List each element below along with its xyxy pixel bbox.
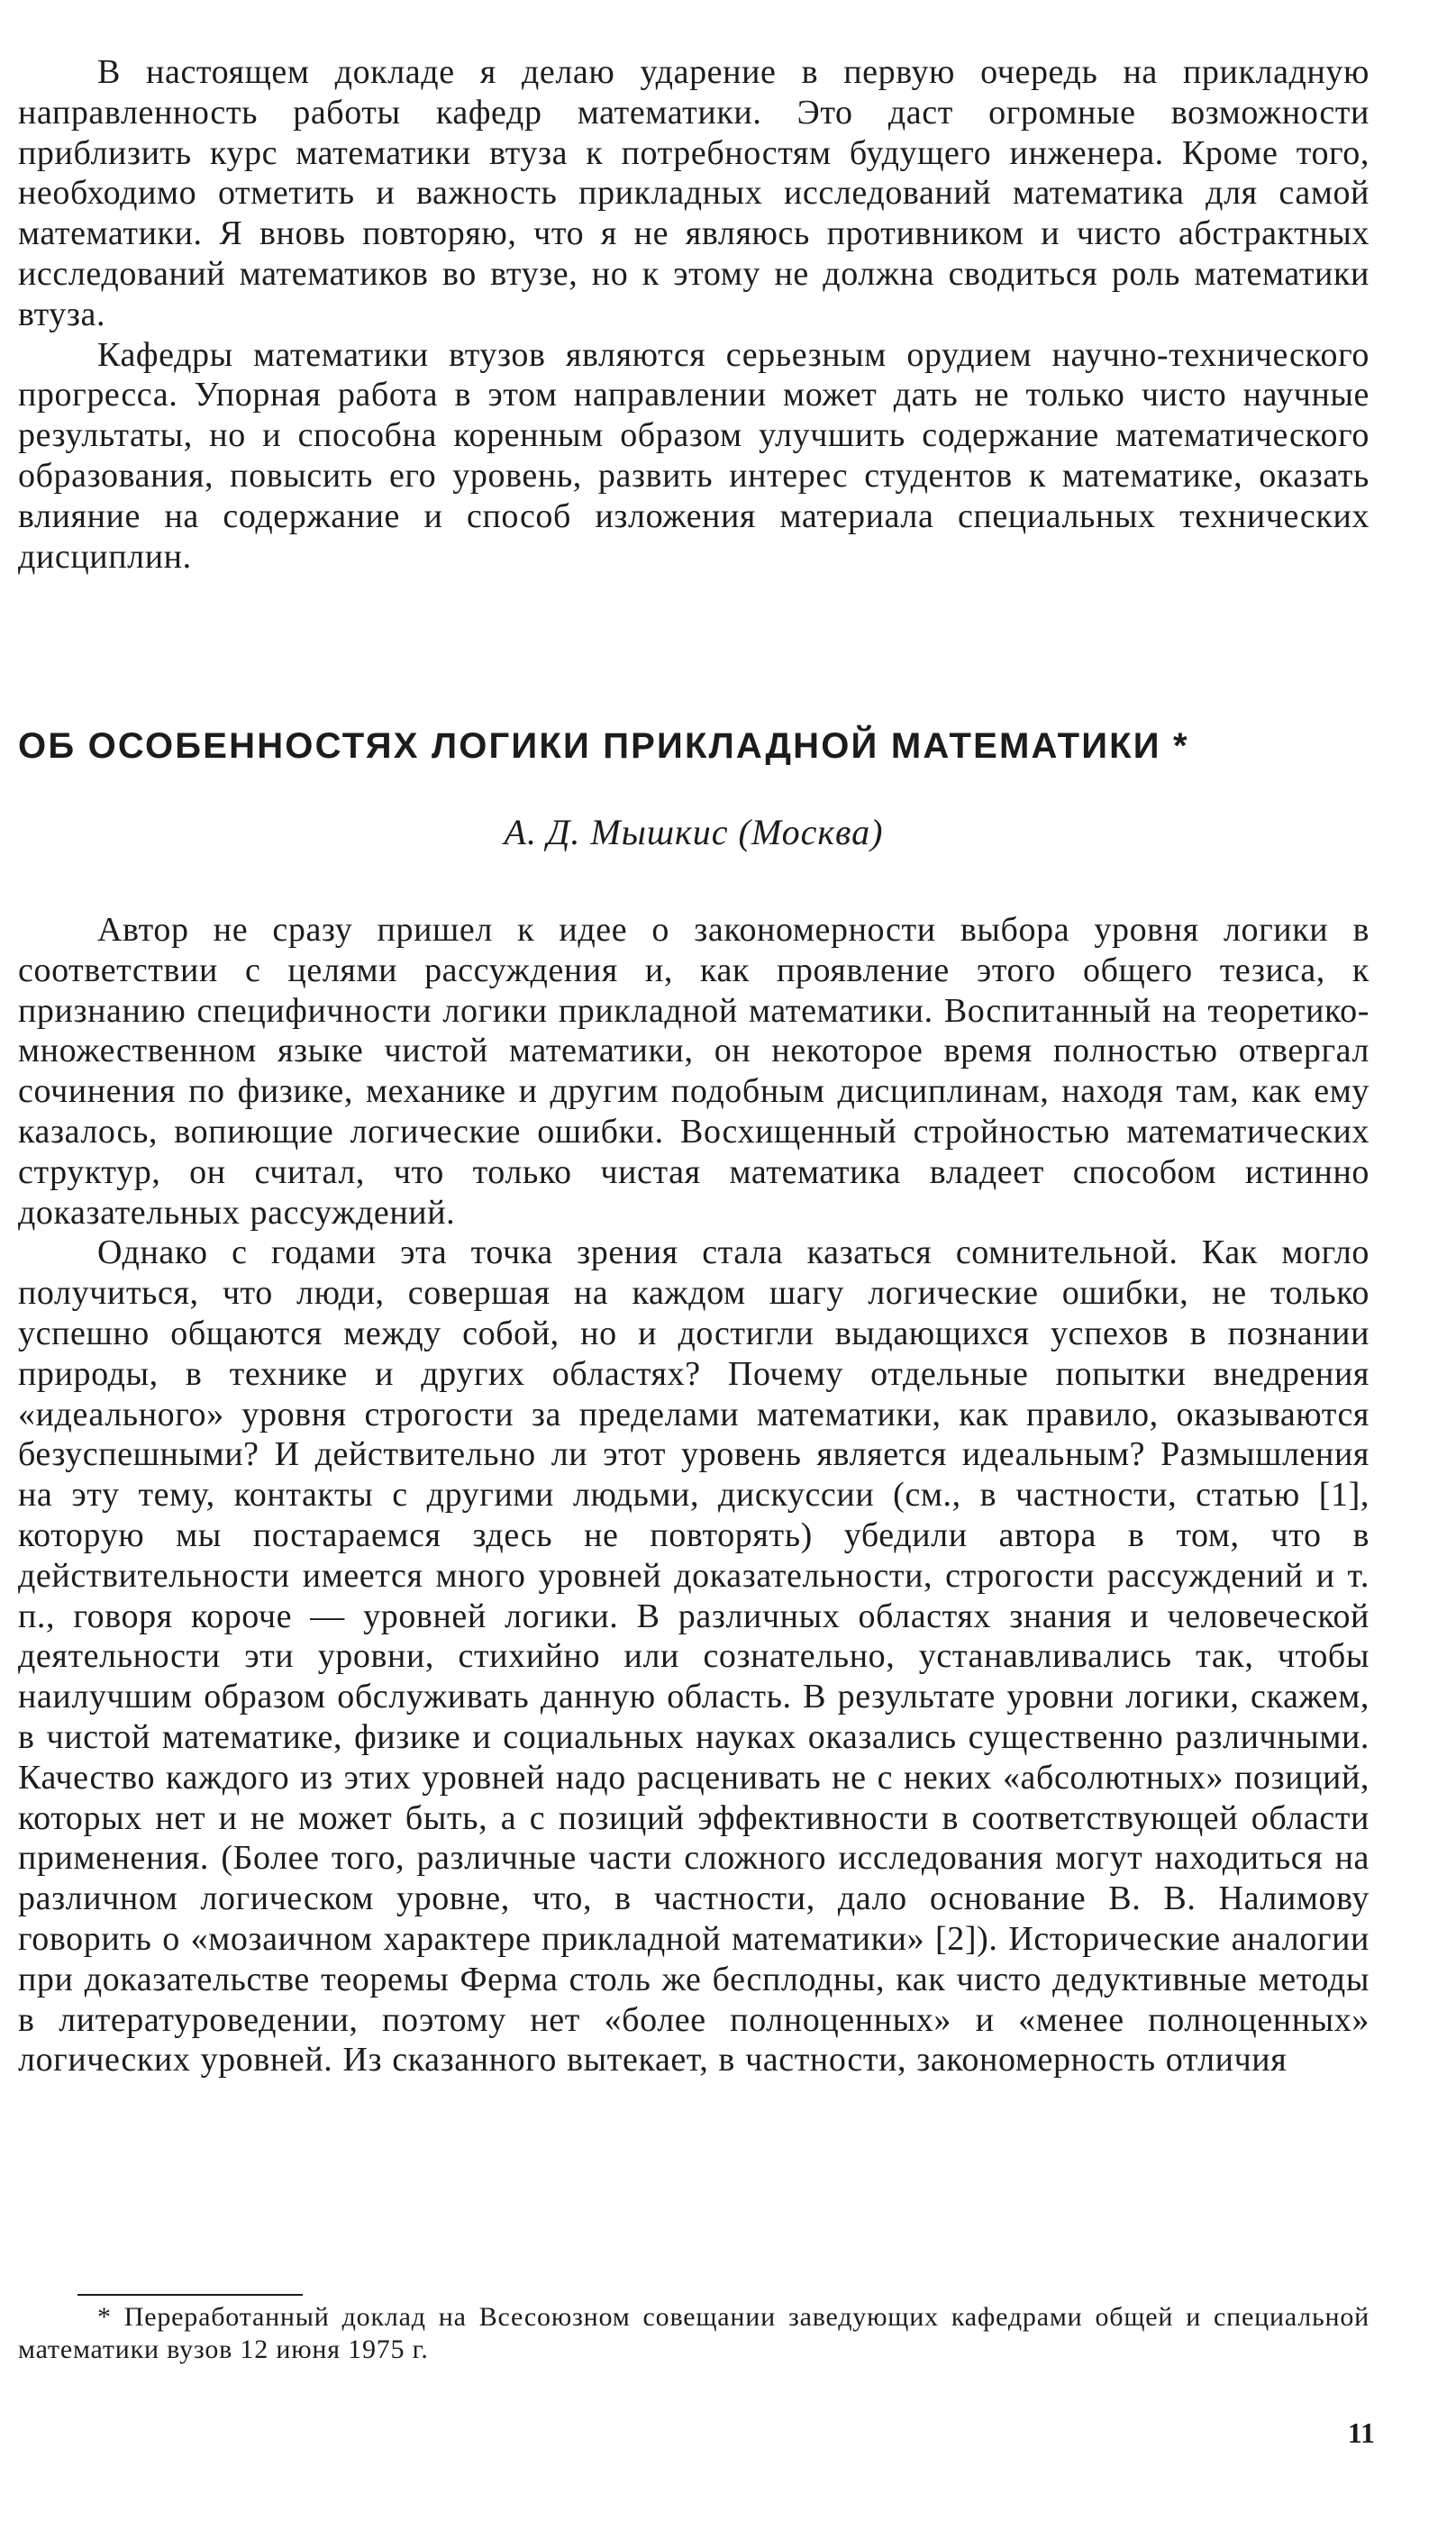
intro-section — [18, 52, 1370, 577]
body-paragraph: Однако с годами эта точка зрения стала казаться сомнительной. Как могло получиться, что люди, совершая на каждом шагу логические ошибки, не только успешно общаются между собой, но и достигли выдающихся успехов в познании природы, в технике и других областях? Почему отдельные попытки внедрения «идеального» уровня строгости за пределами математики, как правило, оказываются безуспешными? И действительно ли этот уровень является идеальным? Размышления на эту тему, контакты с другими людьми, дискуссии (см., в частности, статью [1], которую мы постараемся здесь не повторять) убедили автора в том, что в действительности имеется много уровней доказательности, строгости рассуждений и т. п., говоря короче — уровней логики. В различных областях знания и человеческой деятельности эти уровни, стихийно или сознательно, устанавливались так, чтобы наилучшим образом обслуживать данную область. В результате уровни логики, скажем, в чистой математике, физике и социальных науках оказались существенно различными. Качество каждого из этих уровней надо расценивать не с неких «абсолютных» позиций, которых нет и не может быть, а с позиций эффективности в соответствующей области применения. (Более того, различные части сложного исследования могут находиться на различном логическом уровне, что, в частности, дало основание В. В. Налимову говорить о «мозаичном характере прикладной математики» [2]). Исторические аналогии при доказательстве теоремы Ферма столь же бесплодны, как чисто дедуктивные методы в литературоведении, поэтому нет «более полноценных» и «менее полноценных» логических уровней. Из сказанного вытекает, в частности, закономерность отличия — [18, 1233, 1370, 2080]
intro-paragraph: Кафедры математики втузов являются серьезным орудием научно-технического прогресса. Упорная работа в этом направлении может дать не только чисто научные результаты, но и способна коренным образом улучшить содержание математического образования, повысить его уровень, развить интерес студентов к математике, оказать влияние на содержание и способ изложения материала специальных технических дисциплин. — [18, 335, 1370, 576]
body-paragraph: Автор не сразу пришел к идее о закономерности выбора уровня логики в соответствии с целями рассуждения и, как проявление этого общего тезиса, к признанию специфичности логики прикладной математики. Воспитанный на теоретико-множественном языке чистой математики, он некоторое время полностью отвергал сочинения по физике, механике и другим подобным дисциплинам, находя там, как ему казалось, вопиющие логические ошибки. Восхищенный стройностью математических структур, он считал, что только чистая математика владеет способом истинно доказательных рассуждений. — [18, 911, 1370, 1232]
article-body — [18, 910, 1370, 2080]
footnote — [18, 2301, 1370, 2366]
page-number: 11 — [1347, 2416, 1375, 2449]
footnote-text: * Переработанный доклад на Всесоюзном совещании заведующих кафедрами общей и специальной математики вузов 12 июня 1975 г. — [18, 2302, 1370, 2364]
intro-paragraph: В настоящем докладе я делаю ударение в первую очередь на прикладную направленность работы кафедр математики. Это даст огромные возможности приблизить курс математики втуза к потребностям будущего инженера. Кроме того, необходимо отметить и важность прикладных исследований математика для самой математики. Я вновь повторяю, что я не являюсь противником и чисто абстрактных исследований математиков во втузе, но к этому не должна сводиться роль математики втуза. — [18, 53, 1370, 333]
article-author: А. Д. Мышкис (Москва) — [504, 812, 884, 852]
article-title: ОБ ОСОБЕННОСТЯХ ЛОГИКИ ПРИКЛАДНОЙ МАТЕМАТИКИ * — [18, 726, 1189, 766]
footnote-divider — [77, 2294, 303, 2296]
